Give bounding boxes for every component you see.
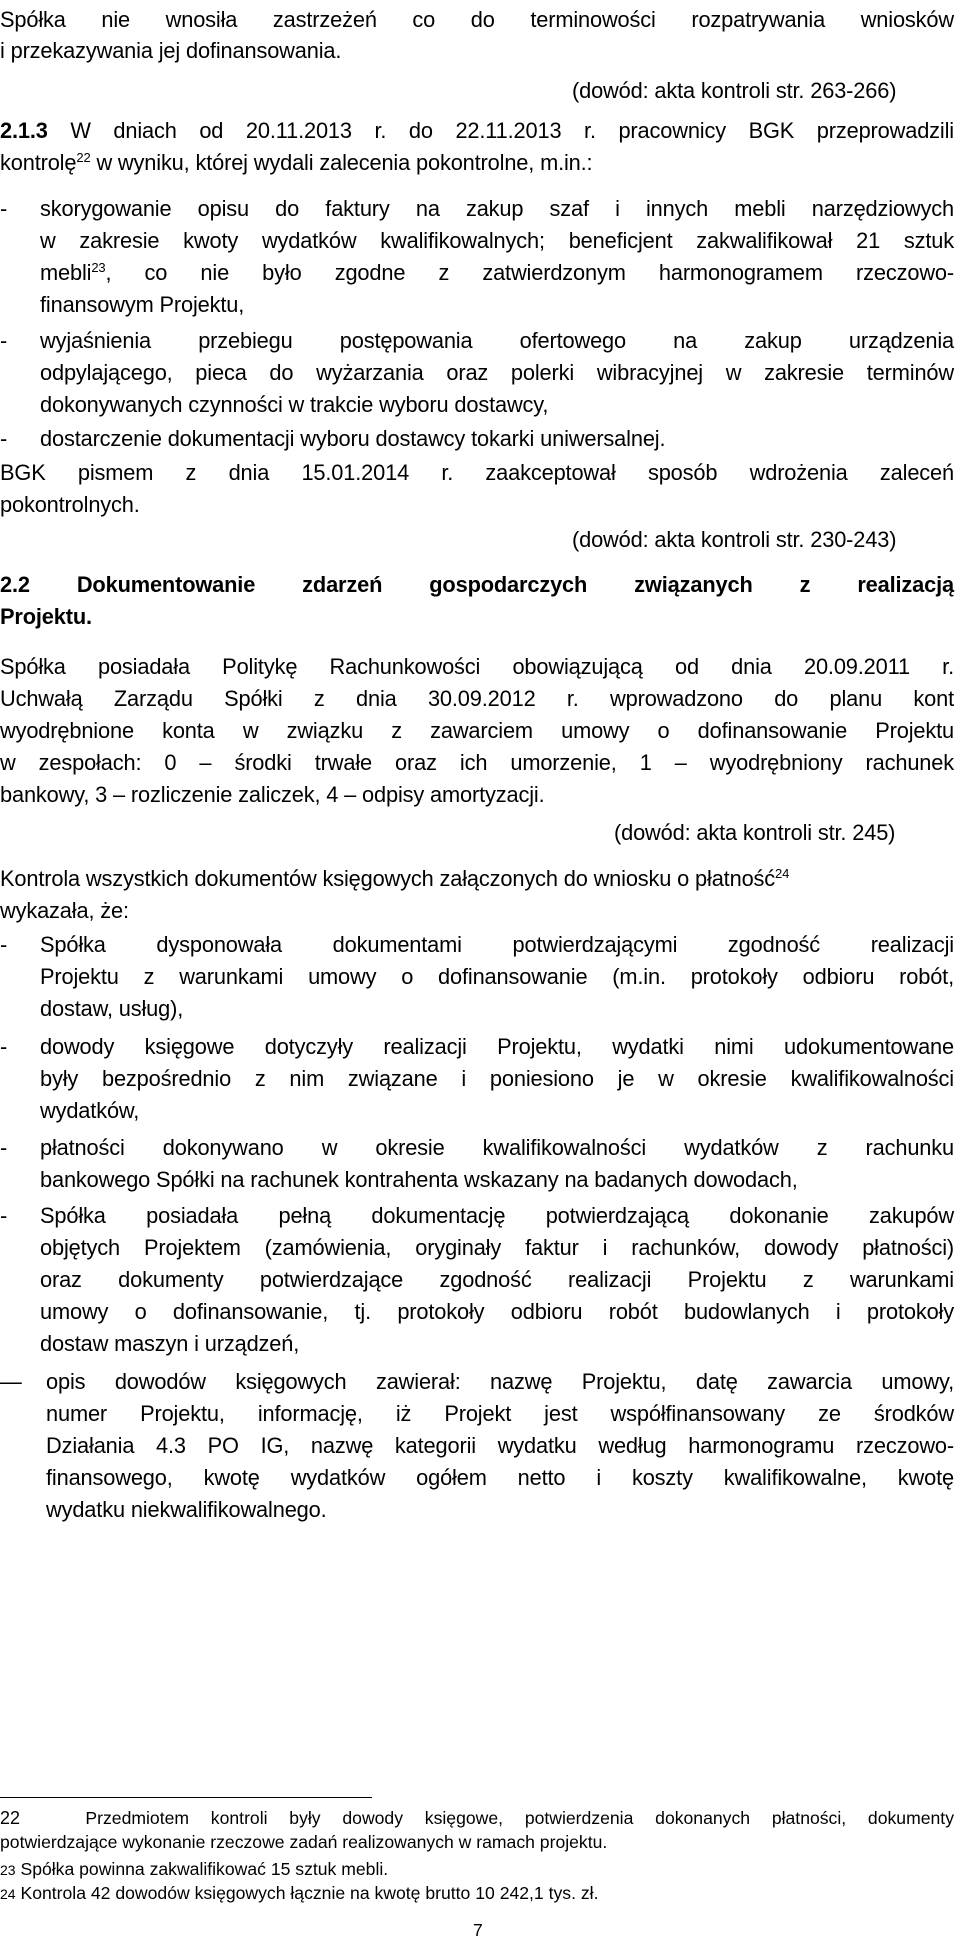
text-line: i przekazywania jej dofinansowania.: [0, 38, 342, 63]
section-heading: 2.2 Dokumentowanie zdarzeń gospodarczych związanych z realizacją: [0, 572, 954, 597]
section-heading: Projektu.: [0, 604, 92, 629]
list-item: dostarczenie dokumentacji wyboru dostawcy tokarki uniwersalnej.: [40, 426, 666, 451]
bullet-dash: -: [0, 328, 8, 353]
text-line: numer Projektu, informację, iż Projekt jest współfinansowany ze środków: [46, 1401, 954, 1426]
bullet-dash: -: [0, 196, 8, 221]
list-item: płatności dokonywano w okresie kwalifikowalności wydatków z rachunku: [40, 1135, 954, 1160]
text-line: Spółka nie wnosiła zastrzeżeń co do terminowości rozpatrywania wniosków: [0, 7, 954, 32]
text-line: wykazała, że:: [0, 898, 129, 923]
footnote-ref: 22: [76, 150, 91, 165]
footnote-line: [0, 1806, 954, 1830]
bullet-dash: -: [0, 932, 8, 957]
text-line: umowy o dofinansowanie, tj. protokoły odbioru robót budowlanych i protokoły: [40, 1299, 954, 1324]
text-line: wydatków,: [40, 1098, 140, 1123]
footnote-line: potwierdzające wykonanie rzeczowe zadań realizowanych w ramach projektu.: [0, 1832, 608, 1852]
text-span: W dniach od 20.11.2013 r. do 22.11.2013 r. pracownicy BGK przeprowadzili: [70, 118, 955, 143]
footnote-number: 22: [0, 1808, 21, 1828]
section-line: [0, 115, 954, 147]
text-line: wyodrębnione konta w związku z zawarciem umowy o dofinansowanie Projektu: [0, 718, 954, 743]
page-number: 7: [473, 1920, 483, 1940]
text-line: Działania 4.3 PO IG, nazwę kategorii wydatku według harmonogramu rzeczowo-: [46, 1433, 954, 1458]
footnote-text: Spółka powinna zakwalifikować 15 sztuk mebli.: [20, 1859, 389, 1879]
list-item: Spółka posiadała pełną dokumentację potwierdzającą dokonanie zakupów: [40, 1203, 954, 1228]
footnote-22: [0, 1806, 960, 1854]
text-line: bankowy, 3 – rozliczenie zaliczek, 4 – odpisy amortyzacji.: [0, 782, 545, 807]
footnote-separator: [0, 1797, 372, 1798]
text-span: , co nie było zgodne z zatwierdzonym harmonogramem rzeczowo-: [105, 260, 954, 285]
list-item: skorygowanie opisu do faktury na zakup szaf i innych mebli narzędziowych: [40, 196, 954, 221]
text-line: finansowego, kwotę wydatków ogółem netto i koszty kwalifikowalne, kwotę: [46, 1465, 954, 1490]
text-line: wydatku niekwalifikowalnego.: [46, 1497, 327, 1522]
list-item: wyjaśnienia przebiegu postępowania ofertowego na zakup urządzenia: [40, 328, 954, 353]
text-line: finansowym Projektu,: [40, 292, 245, 317]
text-line: w zespołach: 0 – środki trwałe oraz ich umorzenie, 1 – wyodrębniony rachunek: [0, 750, 954, 775]
text-line: objętych Projektem (zamówienia, oryginały faktur i rachunków, dowody płatności): [40, 1235, 954, 1260]
text-line: Spółka posiadała Politykę Rachunkowości obowiązującą od dnia 20.09.2011 r.: [0, 654, 954, 679]
text-line: dostaw maszyn i urządzeń,: [40, 1331, 300, 1356]
bullet-dash: -: [0, 1135, 8, 1160]
text-line: dokonywanych czynności w trakcie wyboru dostawcy,: [40, 392, 549, 417]
text-line: Uchwałą Zarządu Spółki z dnia 30.09.2012 r. wprowadzono do planu kont: [0, 686, 954, 711]
text-line: w zakresie kwoty wydatków kwalifikowalnych; beneficjent zakwalifikował 21 sztuk: [40, 228, 954, 253]
text-line: [0, 147, 592, 179]
text-span: kontrolę: [0, 150, 77, 175]
evidence-reference: (dowód: akta kontroli str. 263-266): [572, 78, 897, 103]
text-line: [0, 863, 789, 895]
text-line: BGK pismem z dnia 15.01.2014 r. zaakceptował sposób wdrożenia zaleceń: [0, 460, 954, 485]
bullet-dash: -: [0, 1034, 8, 1059]
text-line: oraz dokumenty potwierdzające zgodność realizacji Projektu z warunkami: [40, 1267, 954, 1292]
footnote-23: [0, 1857, 960, 1882]
text-line: były bezpośrednio z nim związane i poniesiono je w okresie kwalifikowalności: [40, 1066, 954, 1091]
footnote-number: 23: [0, 1862, 16, 1878]
footnote-text: Kontrola 42 dowodów księgowych łącznie na kwotę brutto 10 242,1 tys. zł.: [20, 1883, 599, 1903]
text-line: odpylającego, pieca do wyżarzania oraz polerki wibracyjnej w zakresie terminów: [40, 360, 954, 385]
section-number: 2.1.3: [0, 118, 48, 143]
footnote-number: 24: [0, 1886, 16, 1902]
text-line: dostaw, usług),: [40, 996, 184, 1021]
list-item: Spółka dysponowała dokumentami potwierdzającymi zgodność realizacji: [40, 932, 954, 957]
footnote-ref: 23: [91, 260, 106, 275]
list-item: dowody księgowe dotyczyły realizacji Projektu, wydatki nimi udokumentowane: [40, 1034, 954, 1059]
text-line: Projektu z warunkami umowy o dofinansowanie (m.in. protokoły odbioru robót,: [40, 964, 954, 989]
bullet-dash: -: [0, 426, 8, 451]
text-line: pokontrolnych.: [0, 492, 140, 517]
list-item: opis dowodów księgowych zawierał: nazwę Projektu, datę zawarcia umowy,: [46, 1369, 954, 1394]
evidence-reference: (dowód: akta kontroli str. 245): [614, 820, 896, 845]
footnote-ref: 24: [775, 866, 790, 881]
footnote-text: Przedmiotem kontroli były dowody księgowe, potwierdzenia dokonanych płatności, dokumenty: [85, 1808, 954, 1828]
evidence-reference: (dowód: akta kontroli str. 230-243): [572, 527, 897, 552]
text-span: w wyniku, której wydali zalecenia pokontrolne, m.in.:: [96, 150, 593, 175]
bullet-dash: -: [0, 1203, 8, 1228]
bullet-emdash: —: [0, 1369, 22, 1394]
text-span: Kontrola wszystkich dokumentów księgowych załączonych do wniosku o płatność: [0, 866, 776, 891]
text-span: mebli: [40, 260, 92, 285]
text-line: bankowego Spółki na rachunek kontrahenta wskazany na badanych dowodach,: [40, 1167, 798, 1192]
footnote-24: [0, 1881, 960, 1906]
text-line: [40, 257, 954, 289]
